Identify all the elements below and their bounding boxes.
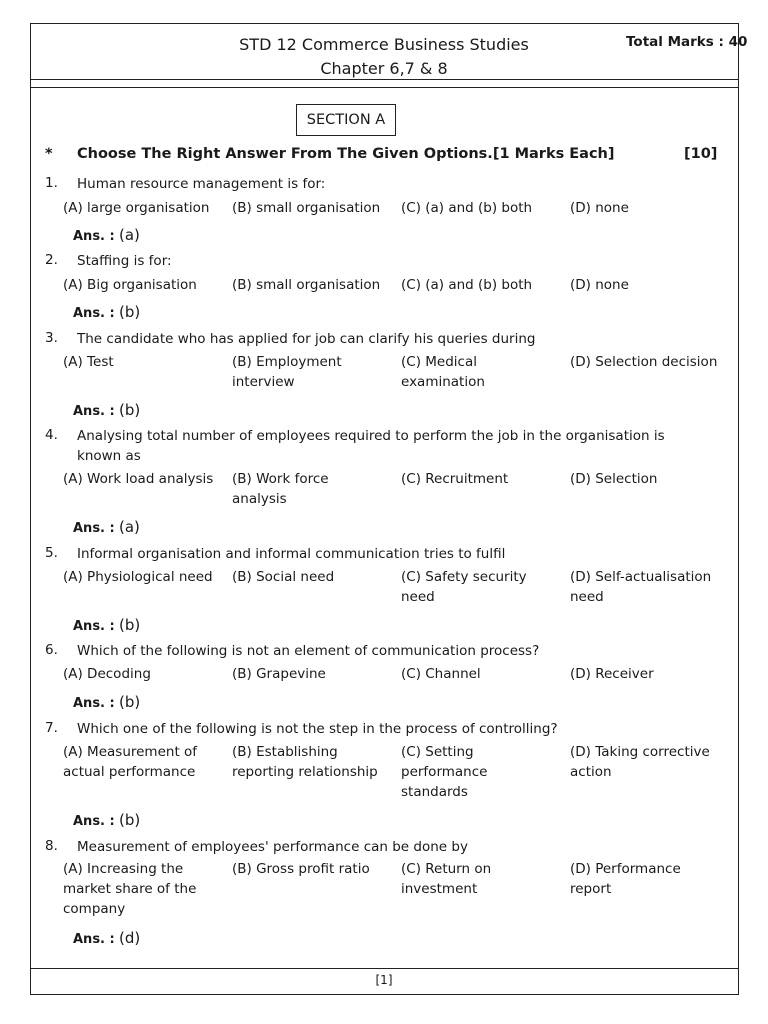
question-number: 5. xyxy=(45,545,58,561)
answer xyxy=(73,517,140,539)
question-number: 3. xyxy=(45,330,58,346)
answer xyxy=(73,400,140,422)
answer-label: Ans. : xyxy=(73,696,115,711)
option-a: (A) Decoding xyxy=(63,666,151,682)
answer-value: (b) xyxy=(119,616,141,634)
answer-label: Ans. : xyxy=(73,619,115,634)
option-b: (B) Gross profit ratio xyxy=(232,861,370,877)
option-d: (D) Selection decision xyxy=(570,354,718,370)
question-number: 7. xyxy=(45,720,58,736)
option-d: (D) Performance report xyxy=(570,861,681,897)
answer-label: Ans. : xyxy=(73,814,115,829)
question-number: 2. xyxy=(45,252,58,268)
question-number: 4. xyxy=(45,427,58,443)
option-d: (D) Receiver xyxy=(570,666,654,682)
option-a: (A) Big organisation xyxy=(63,277,197,293)
option-d: (D) Selection xyxy=(570,471,658,487)
answer xyxy=(73,302,140,324)
answer-value: (a) xyxy=(119,518,140,536)
question-number: 1. xyxy=(45,175,58,191)
option-d: (D) none xyxy=(570,200,629,216)
question-number: 8. xyxy=(45,838,58,854)
page-number: [1] xyxy=(375,973,393,987)
answer xyxy=(73,692,140,714)
answer xyxy=(73,225,140,247)
title-line-1: STD 12 Commerce Business Studies xyxy=(239,35,529,54)
question-text: Analysing total number of employees required to perform the job in the organisation is known as xyxy=(77,428,665,464)
footer-divider xyxy=(30,968,739,969)
option-b: (B) small organisation xyxy=(232,200,381,216)
total-marks: Total Marks : 40 xyxy=(626,34,748,50)
question-text: Measurement of employees' performance can be done by xyxy=(77,839,468,855)
header-divider-2 xyxy=(30,87,739,88)
option-c: (C) Channel xyxy=(401,666,481,682)
question-text: Human resource management is for: xyxy=(77,176,326,192)
option-b: (B) Establishing reporting relationship xyxy=(232,744,378,780)
section-marks: [10] xyxy=(684,146,718,162)
question-text: Which of the following is not an element of communication process? xyxy=(77,643,540,659)
answer-value: (a) xyxy=(119,226,140,244)
option-a: (A) Increasing the market share of the company xyxy=(63,861,197,917)
answer-label: Ans. : xyxy=(73,229,115,244)
option-c: (C) Return on investment xyxy=(401,861,492,897)
option-a: (A) large organisation xyxy=(63,200,210,216)
option-c: (C) (a) and (b) both xyxy=(401,200,533,216)
section-label: SECTION A xyxy=(296,104,396,136)
option-d: (D) none xyxy=(570,277,629,293)
answer-value: (b) xyxy=(119,401,141,419)
answer-label: Ans. : xyxy=(73,306,115,321)
option-c: (C) Medical examination xyxy=(401,354,485,390)
option-b: (B) Employment interview xyxy=(232,354,342,390)
answer-value: (d) xyxy=(119,929,141,947)
option-c: (C) Safety security need xyxy=(401,569,527,605)
option-c: (C) Setting performance standards xyxy=(401,744,488,800)
answer xyxy=(73,615,140,637)
option-b: (B) small organisation xyxy=(232,277,381,293)
answer-value: (b) xyxy=(119,811,141,829)
instruction-bullet: * xyxy=(45,146,53,162)
option-a: (A) Measurement of actual performance xyxy=(63,744,198,780)
answer-label: Ans. : xyxy=(73,404,115,419)
answer xyxy=(73,928,140,950)
answer xyxy=(73,810,140,832)
option-a: (A) Work load analysis xyxy=(63,471,214,487)
question-text: Which one of the following is not the step in the process of controlling? xyxy=(77,721,558,737)
option-b: (B) Grapevine xyxy=(232,666,326,682)
option-a: (A) Physiological need xyxy=(63,569,213,585)
option-b: (B) Social need xyxy=(232,569,335,585)
question-text: Staffing is for: xyxy=(77,253,172,269)
answer-value: (b) xyxy=(119,303,141,321)
option-c: (C) (a) and (b) both xyxy=(401,277,533,293)
question-text: The candidate who has applied for job can clarify his queries during xyxy=(77,331,536,347)
instruction-text: Choose The Right Answer From The Given Options.[1 Marks Each] xyxy=(77,146,615,162)
option-c: (C) Recruitment xyxy=(401,471,509,487)
option-d: (D) Taking corrective action xyxy=(570,744,710,780)
option-a: (A) Test xyxy=(63,354,114,370)
answer-label: Ans. : xyxy=(73,521,115,536)
question-number: 6. xyxy=(45,642,58,658)
question-text: Informal organisation and informal communication tries to fulfil xyxy=(77,546,506,562)
option-b: (B) Work force analysis xyxy=(232,471,329,507)
answer-label: Ans. : xyxy=(73,932,115,947)
option-d: (D) Self-actualisation need xyxy=(570,569,712,605)
answer-value: (b) xyxy=(119,693,141,711)
title-line-2: Chapter 6,7 & 8 xyxy=(320,59,448,78)
